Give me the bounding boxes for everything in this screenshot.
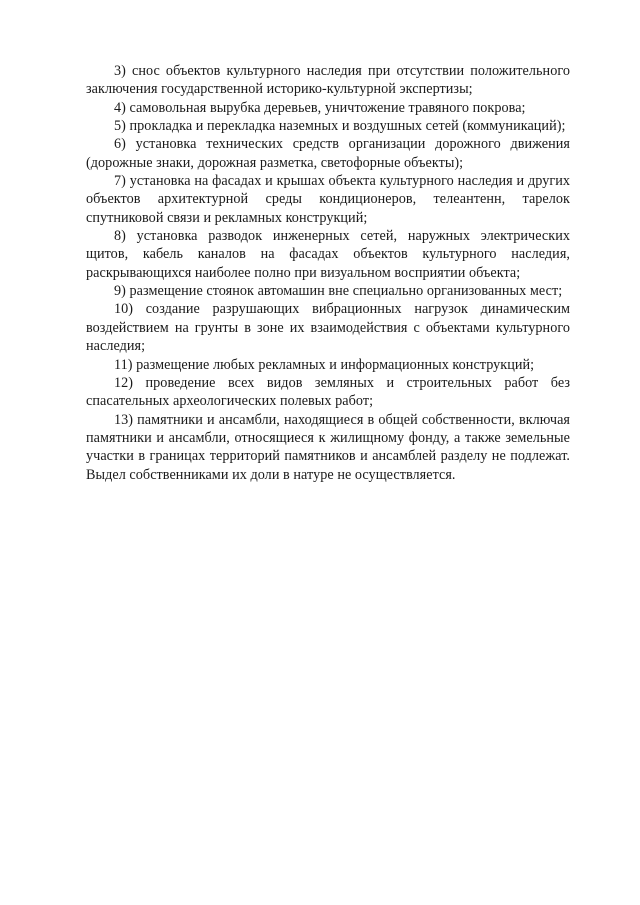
document-body xyxy=(86,62,570,484)
list-item-3: 3) снос объектов культурного наследия при отсутствии положительного заключения государственной историко-культурной экспертизы; xyxy=(86,63,570,98)
list-item-4: 4) самовольная вырубка деревьев, уничтожение травяного покрова; xyxy=(114,99,526,116)
list-item-9: 9) размещение стоянок автомашин вне специально организованных мест; xyxy=(114,283,563,300)
list-item-12: 12) проведение всех видов земляных и строительных работ без спасательных археологических полевых работ; xyxy=(86,374,570,410)
list-item-6: 6) установка технических средств организации дорожного движения (дорожные знаки, дорожная разметка, светофорные объекты); xyxy=(86,136,570,171)
list-item-13: 13) памятники и ансамбли, находящиеся в общей собственности, включая памятники и ансамбли, относящиеся к жилищному фонду, а также земельные участки в границах территорий памятников и ансамблей разделу не подлежат. Выдел собственниками их доли в натуре не осуществляется. xyxy=(86,411,570,483)
list-item-5: 5) прокладка и перекладка наземных и воздушных сетей (коммуникаций); xyxy=(114,118,566,135)
list-item-10: 10) создание разрушающих вибрационных нагрузок динамическим воздействием на грунты в зоне их взаимодействия с объектами культурного наследия; xyxy=(86,301,570,355)
list-item-8: 8) установка разводок инженерных сетей, наружных электрических щитов, кабель каналов на фасадах объектов культурного наследия, раскрывающихся наиболее полно при визуальном восприятии объекта; xyxy=(86,228,570,281)
list-item-7: 7) установка на фасадах и крышах объекта культурного наследия и других объектов архитектурной среды кондиционеров, телеантенн, тарелок спутниковой связи и рекламных конструкций; xyxy=(86,173,570,226)
list-item-11: 11) размещение любых рекламных и информационных конструкций; xyxy=(114,356,535,373)
